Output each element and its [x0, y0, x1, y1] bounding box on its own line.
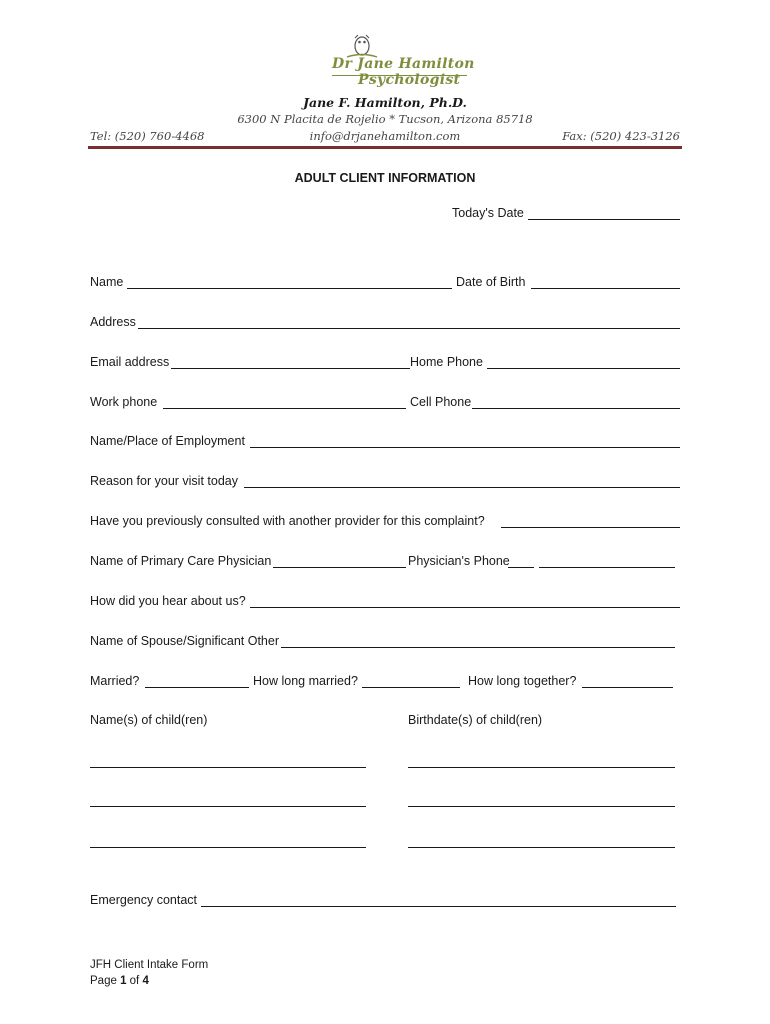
previous-provider-field[interactable] — [501, 527, 680, 528]
email-address: info@drjanehamilton.com — [309, 129, 461, 143]
how-long-together-field[interactable] — [582, 687, 673, 688]
name-label: Name — [90, 275, 124, 289]
physician-phone-field-short[interactable] — [508, 567, 534, 568]
child-birthdate-field[interactable] — [408, 767, 675, 768]
page-current: 1 — [120, 975, 127, 987]
children-names-label: Name(s) of child(ren) — [90, 713, 208, 727]
employment-label: Name/Place of Employment — [90, 434, 245, 448]
hear-about-label: How did you hear about us? — [90, 594, 246, 608]
dob-field[interactable] — [531, 288, 680, 289]
header-rule — [88, 146, 682, 149]
address-line: 6300 N Placita de Rojelio * Tucson, Arizona 85718 — [237, 112, 533, 126]
home-phone-field[interactable] — [487, 368, 680, 369]
reason-field[interactable] — [244, 487, 680, 488]
todays-date-field[interactable] — [528, 219, 680, 220]
spouse-label: Name of Spouse/Significant Other — [90, 634, 279, 648]
cell-phone-label: Cell Phone — [410, 395, 472, 409]
married-label: Married? — [90, 674, 140, 688]
physician-phone-field[interactable] — [539, 567, 675, 568]
reason-label: Reason for your visit today — [90, 474, 238, 488]
physician-phone-label: Physician's Phone — [408, 554, 510, 568]
logo-line-2: Psychologist — [358, 72, 461, 88]
physician-label: Name of Primary Care Physician — [90, 554, 272, 568]
todays-date-label: Today's Date — [452, 206, 524, 220]
work-phone-label: Work phone — [90, 395, 158, 409]
footer-page-number — [90, 975, 149, 987]
child-birthdate-field[interactable] — [408, 847, 675, 848]
child-name-field[interactable] — [90, 767, 366, 768]
page-mid: of — [126, 975, 143, 987]
home-phone-label: Home Phone — [410, 355, 483, 369]
name-field[interactable] — [127, 288, 452, 289]
how-long-together-label: How long together? — [468, 674, 577, 688]
phone-number: Tel: (520) 760-4468 — [90, 129, 205, 143]
spouse-field[interactable] — [281, 647, 675, 648]
child-name-field[interactable] — [90, 806, 366, 807]
logo-line-1: Dr Jane Hamilton — [332, 56, 475, 72]
emergency-contact-field[interactable] — [201, 906, 676, 907]
children-birthdates-label: Birthdate(s) of child(ren) — [408, 713, 543, 727]
footer-form-name: JFH Client Intake Form — [90, 959, 209, 971]
email-field[interactable] — [171, 368, 410, 369]
address-label: Address — [90, 315, 136, 329]
fax-number: Fax: (520) 423-3126 — [562, 129, 680, 143]
form-title: ADULT CLIENT INFORMATION — [294, 171, 476, 185]
child-name-field[interactable] — [90, 847, 366, 848]
how-long-married-field[interactable] — [362, 687, 460, 688]
cell-phone-field[interactable] — [472, 408, 680, 409]
emergency-contact-label: Emergency contact — [90, 893, 197, 907]
dob-label: Date of Birth — [456, 275, 526, 289]
how-long-married-label: How long married? — [253, 674, 358, 688]
child-birthdate-field[interactable] — [408, 806, 675, 807]
previous-provider-label: Have you previously consulted with another provider for this complaint? — [90, 514, 485, 528]
email-label: Email address — [90, 355, 170, 369]
page-prefix: Page — [90, 975, 121, 987]
married-field[interactable] — [145, 687, 249, 688]
doctor-name: Jane F. Hamilton, Ph.D. — [303, 95, 467, 110]
hear-about-field[interactable] — [250, 607, 680, 608]
work-phone-field[interactable] — [163, 408, 406, 409]
physician-field[interactable] — [273, 567, 406, 568]
logo — [330, 28, 475, 90]
employment-field[interactable] — [250, 447, 680, 448]
address-field[interactable] — [138, 328, 680, 329]
page-total: 4 — [142, 975, 149, 987]
